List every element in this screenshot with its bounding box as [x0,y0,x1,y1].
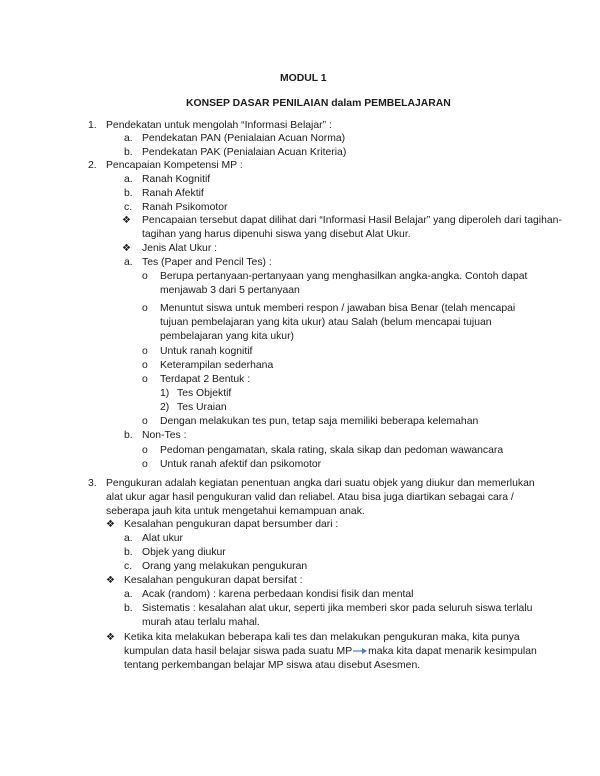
circle-bullet: o [142,445,148,456]
list-marker: a. [124,133,133,144]
list-item: Tes Objektif [177,388,232,399]
list-marker: b. [124,547,133,558]
list-item: Alat ukur [142,533,184,544]
list-item: Ranah Afektif [142,188,204,199]
list-marker: 2) [160,402,170,413]
list-marker: a. [124,533,133,544]
list-item: tujuan pembelajaran yang kita ukur) atau Salah (belum mencapai tujuan [160,317,492,328]
note-text: tagihan yang harus dipenuhi siswa yang disebut Alat Ukur. [142,229,411,240]
list-marker: c. [124,561,133,572]
circle-bullet: o [142,346,148,357]
list-item: Ranah Kognitif [142,174,211,185]
list-item: Terdapat 2 Bentuk : [160,374,251,385]
section-2-heading: Pencapaian Kompetensi MP : [106,160,243,171]
section-1-heading: Pendekatan untuk mengolah “Informasi Belajar” : [106,120,332,131]
asesmen-text-part: kumpulan data hasil belajar siswa pada suatu MP [124,646,353,657]
list-item: Tes (Paper and Pencil Tes) : [142,257,272,268]
page-title: MODUL 1 [280,73,327,84]
asesmen-text: tentang perkembangan belajar MP siswa atau disebut Asesmen. [124,660,421,671]
list-item: pembelajaran yang kita ukur) [160,331,294,342]
list-item: Untuk ranah kognitif [160,346,253,357]
diamond-bullet-icon: ❖ [106,632,115,643]
jenis-heading: Jenis Alat Ukur : [142,243,218,254]
list-item: Sistematis : kesalahan alat ukur, seperti jika memberi skor pada seluruh siswa terlalu [142,603,533,614]
right-arrow-icon [353,647,367,655]
sumber-heading: Kesalahan pengukuran dapat bersumber dari : [124,519,339,530]
circle-bullet: o [142,416,148,427]
list-item: Orang yang melakukan pengukuran [142,561,308,572]
section-3-paragraph: alat ukur agar hasil pengukuran valid dan reliabel. Atau bisa juga diartikan sebagai cara / [106,492,514,503]
list-item: Acak (random) : karena perbedaan kondisi fisik dan mental [142,589,414,600]
list-marker: a. [124,589,133,600]
section-3-paragraph: Pengukuran adalah kegiatan penentuan angka dari suatu objek yang diukur dan memerlukan [106,478,535,489]
circle-bullet: o [142,374,148,385]
note-text: Pencapaian tersebut dapat dilihat dari “Informasi Hasil Belajar” yang diperoleh dari tagihan- [142,215,562,226]
list-marker: b. [124,430,133,441]
list-item: Pendekatan PAN (Penialaian Acuan Norma) [142,133,346,144]
list-item: Pedoman pengamatan, skala rating, skala sikap dan pedoman wawancara [160,445,504,456]
list-item: Objek yang diukur [142,547,226,558]
list-item: Keterampilan sederhana [160,360,274,371]
list-item: Pendekatan PAK (Penialaian Acuan Kriteria) [142,147,347,158]
sifat-heading: Kesalahan pengukuran dapat bersifat : [124,575,303,586]
asesmen-text: Ketika kita melakukan beberapa kali tes dan melakukan pengukuran maka, kita punya [124,632,520,643]
list-item: Non-Tes : [142,430,187,441]
list-marker: b. [124,603,133,614]
list-item: Dengan melakukan tes pun, tetap saja memiliki beberapa kelemahan [160,416,479,427]
asesmen-text-line [124,645,537,659]
circle-bullet: o [142,459,148,470]
circle-bullet: o [142,360,148,371]
list-marker: a. [124,174,133,185]
section-3-number: 3. [88,478,97,489]
list-marker: a. [124,257,133,268]
circle-bullet: o [142,303,148,314]
list-marker: b. [124,188,133,199]
list-item: murah atau terlalu mahal. [142,617,260,628]
diamond-bullet-icon: ❖ [122,243,131,254]
list-item: Tes Uraian [177,402,227,413]
section-1-number: 1. [88,120,97,131]
list-item: Berupa pertanyaan-pertanyaan yang menghasilkan angka-angka. Contoh dapat [160,271,528,282]
section-2-number: 2. [88,160,97,171]
list-marker: c. [124,202,133,213]
circle-bullet: o [142,271,148,282]
page-subtitle: KONSEP DASAR PENILAIAN dalam PEMBELAJARAN [186,98,451,109]
list-marker: 1) [160,388,170,399]
list-item: Untuk ranah afektif dan psikomotor [160,459,322,470]
list-item: Ranah Psikomotor [142,202,228,213]
diamond-bullet-icon: ❖ [122,215,131,226]
diamond-bullet-icon: ❖ [106,575,115,586]
list-item: menjawab 3 dari 5 pertanyaan [160,285,300,296]
list-marker: b. [124,147,133,158]
section-3-paragraph: seberapa jauh kita untuk mengetahui kemampuan anak. [106,506,365,517]
asesmen-text-part: maka kita dapat menarik kesimpulan [368,646,537,657]
list-item: Menuntut siswa untuk memberi respon / jawaban bisa Benar (telah mencapai [160,303,516,314]
diamond-bullet-icon: ❖ [106,519,115,530]
